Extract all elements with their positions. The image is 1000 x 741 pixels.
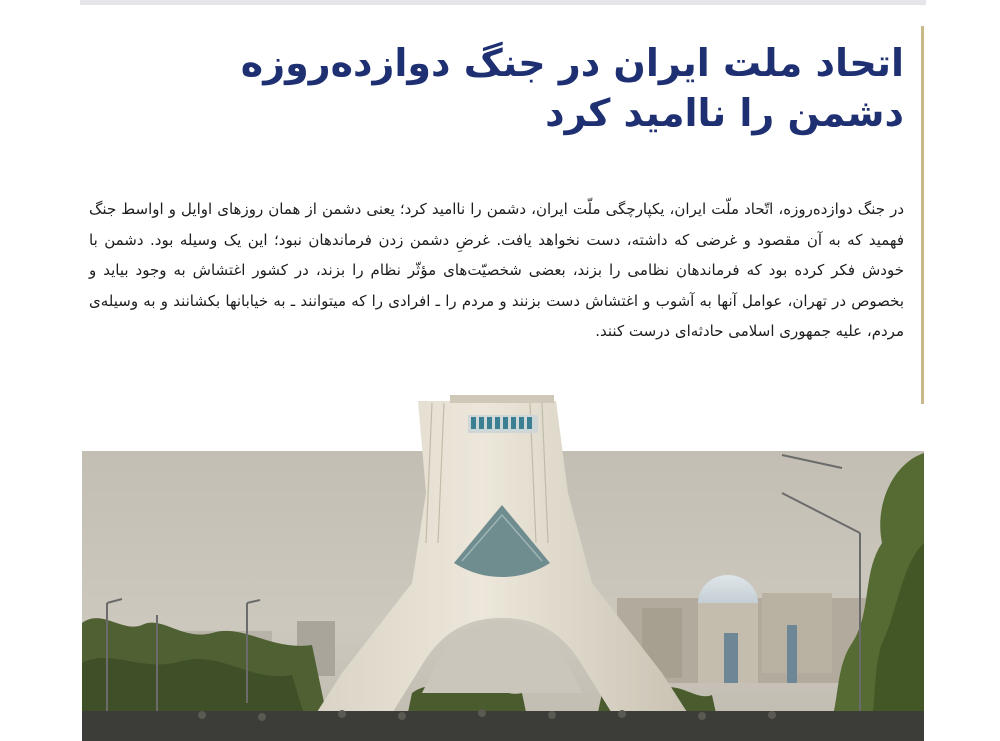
top-divider [80,0,926,5]
article-headline: اتحاد ملت ایران در جنگ دوازده‌روزه دشمن را ناامید کرد [240,41,904,135]
article-body: در جنگ دوازده‌روزه، اتّحاد ملّت ایران، یکپارچگی ملّت ایران، دشمن را ناامید کرد؛ یعنی دشمن از همان روزهای اوایل و اواسط جنگ فهمید که به آن مقصود و غرضی که داشته، دست نخواهد یافت. غرضِ دشمن زدن فرماندهان نبود؛ این یک وسیله بود. دشمن با خودش فکر کرده بود که فرماندهان نظامی را بزند، بعضی شخصیّت‌های مؤثّر نظام را بزند، در کشور اغتشاش به وجود بیاید و بخصوص در تهران، عوامل آنها به آشوب و اغتشاش دست بزنند و مردم را ـ افرادی را که میتوانند ـ به خیابانها بکشانند و به وسیله‌ی مردم، علیه جمهوری اسلامی حادثه‌ای درست کنند. [89,200,904,340]
accent-bar [921,26,924,404]
azadi-tower-photo [82,393,924,741]
